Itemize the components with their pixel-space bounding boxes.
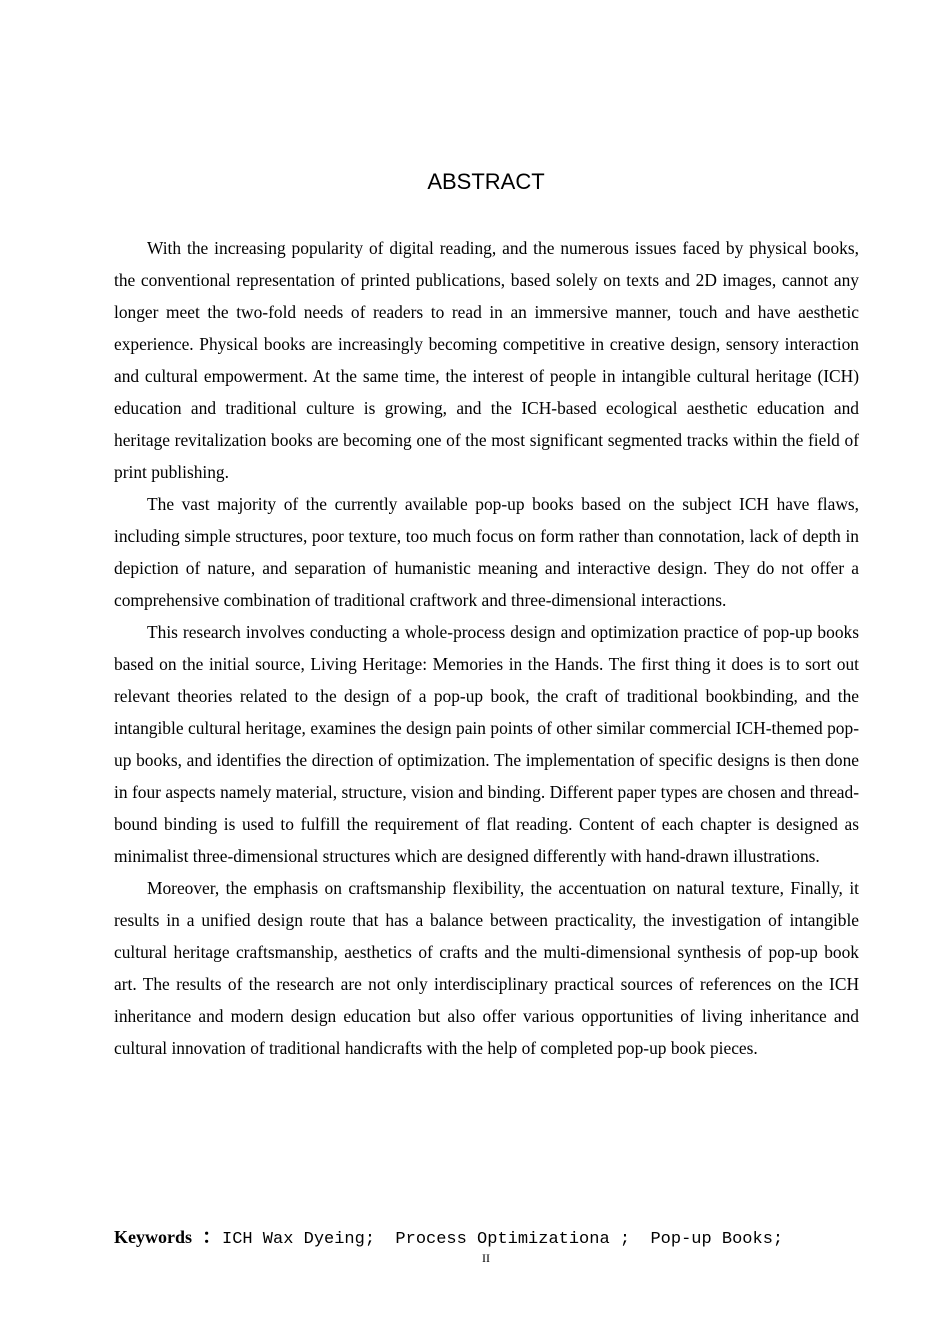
keywords-values: ICH Wax Dyeing; Process Optimizationa ; Pop-up Books; [222, 1230, 784, 1249]
keywords-colon: ： [202, 1226, 222, 1248]
abstract-title: ABSTRACT [427, 169, 545, 194]
keywords-line [114, 1223, 874, 1254]
abstract-paragraph-4: Moreover, the emphasis on craftsmanship flexibility, the accentuation on natural texture, Finally, it results in a unified design route that has a balance between practicality, the investigation of intangible cultural heritage craftsmanship, aesthetics of crafts and the multi-dimensional synthesis of pop-up book art. The results of the research are not only interdisciplinary practical sources of references on the ICH inheritance and modern design education but also offer various opportunities of living inheritance and cultural innovation of traditional handicrafts with the help of completed pop-up book pieces. [114, 878, 859, 1058]
abstract-body [114, 232, 859, 1064]
abstract-paragraph-3: This research involves conducting a whole-process design and optimization practice of pop-up books based on the initial source, Living Heritage: Memories in the Hands. The first thing it does is to sort out relevant theories related to the design of a pop-up book, the craft of traditional bookbinding, and the intangible cultural heritage, examines the design pain points of other similar commercial ICH-themed pop-up books, and identifies the direction of optimization. The implementation of specific designs is then done in four aspects namely material, structure, vision and binding. Different paper types are chosen and thread-bound binding is used to fulfill the requirement of flat reading. Content of each chapter is designed as minimalist three-dimensional structures which are designed differently with hand-drawn illustrations. [114, 622, 859, 866]
page-number: II [482, 1251, 490, 1265]
keywords-label: Keywords [114, 1227, 192, 1247]
abstract-paragraph-2: The vast majority of the currently available pop-up books based on the subject ICH have flaws, including simple structures, poor texture, too much focus on form rather than connotation, lack of depth in depiction of nature, and separation of humanistic meaning and interactive design. They do not offer a comprehensive combination of traditional craftwork and three-dimensional interactions. [114, 494, 859, 610]
abstract-paragraph-1: With the increasing popularity of digital reading, and the numerous issues faced by physical books, the conventional representation of printed publications, based solely on texts and 2D images, cannot any longer meet the two-fold needs of readers to read in an immersive manner, touch and have aesthetic experience. Physical books are increasingly becoming competitive in creative design, sensory interaction and cultural empowerment. At the same time, the interest of people in intangible cultural heritage (ICH) education and traditional culture is growing, and the ICH-based ecological aesthetic education and heritage revitalization books are becoming one of the most significant segmented tracks within the field of print publishing. [114, 238, 859, 482]
